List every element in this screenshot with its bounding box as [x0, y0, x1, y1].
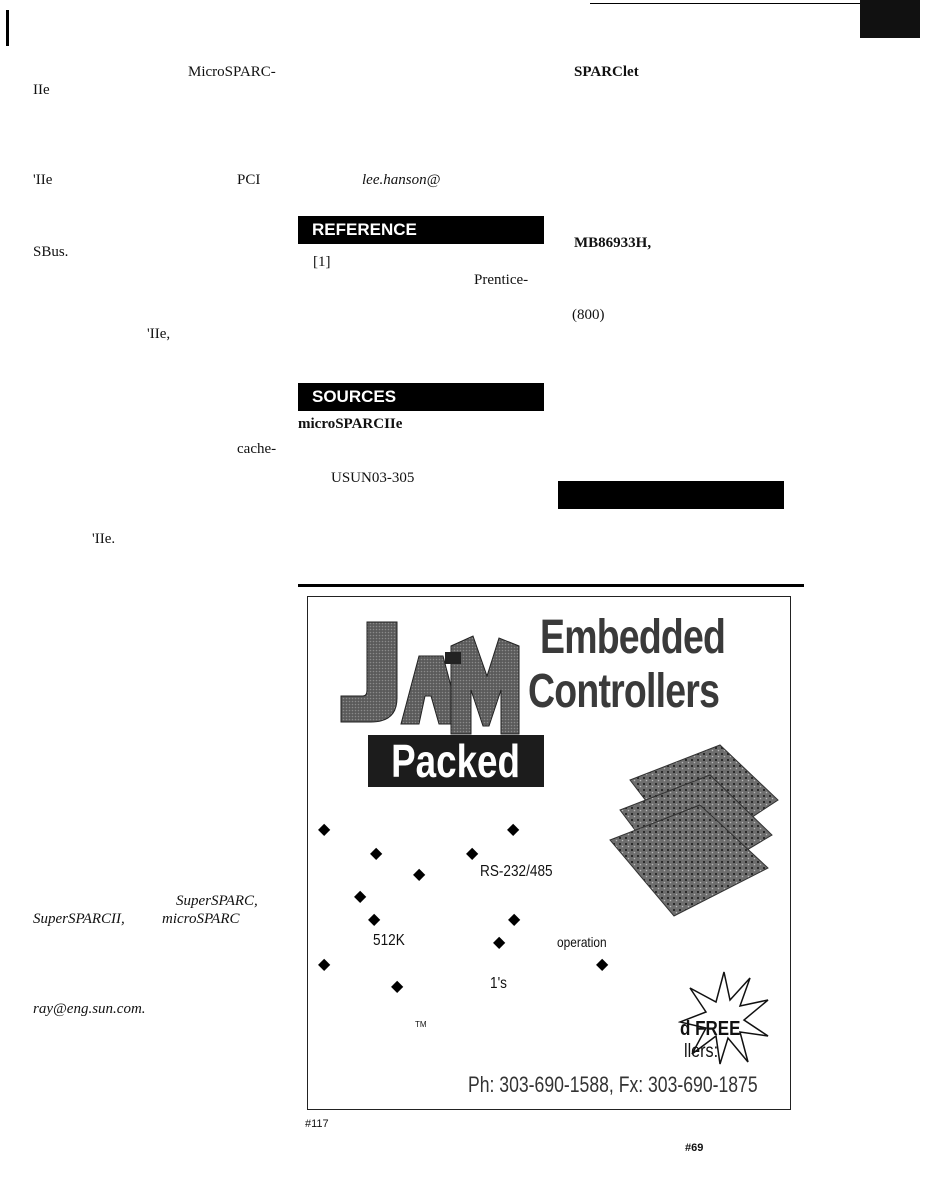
bullet-diamond-icon: ◆	[508, 909, 521, 928]
left-sbus-text: SBus.	[33, 244, 69, 260]
ad-512k-text: 512K	[373, 932, 405, 949]
sources-microsparc-text: microSPARCIIe	[298, 416, 403, 432]
ad-operation-text: operation	[557, 934, 607, 950]
bullet-diamond-icon: ◆	[493, 932, 506, 951]
footer-reader-service-left: #117	[305, 1118, 329, 1130]
top-rule	[590, 3, 860, 4]
bullet-diamond-icon: ◆	[391, 976, 404, 995]
bullet-diamond-icon: ◆	[466, 843, 479, 862]
bullet-diamond-icon: ◆	[413, 864, 426, 883]
right-mb86933h-text: MB86933H,	[574, 235, 652, 251]
ad-top-rule	[298, 584, 804, 587]
bullet-diamond-icon: ◆	[354, 886, 367, 905]
left-iie-text: IIe	[33, 82, 50, 98]
ad-rs232-text: RS-232/485	[480, 863, 553, 880]
left-iie-text-2: 'IIe	[33, 172, 53, 188]
jam-logo-graphic	[333, 616, 523, 751]
bullet-diamond-icon: ◆	[318, 819, 331, 838]
left-supersparcii-text: SuperSPARCII,	[33, 911, 125, 927]
ad-llers-text: llers:	[684, 1041, 719, 1062]
left-supersparc-text: SuperSPARC,	[176, 893, 258, 909]
left-cache-text: cache-	[237, 441, 277, 457]
right-sparclet-text: SPARClet	[574, 64, 639, 80]
ad-title-embedded: Embedded	[540, 611, 726, 664]
page-edge-bar	[6, 10, 9, 46]
bullet-diamond-icon: ◆	[507, 819, 520, 838]
ad-trademark-text: TM	[415, 1020, 427, 1029]
reference-heading: REFERENCE	[298, 216, 544, 244]
ad-phone-fax: Ph: 303-690-1588, Fx: 303-690-1875	[468, 1072, 758, 1097]
left-iie-comma-text: 'IIe,	[147, 326, 171, 342]
sources-usun-text: USUN03-305	[331, 470, 415, 486]
right-phone-prefix: (800)	[572, 307, 605, 323]
ad-title-controllers: Controllers	[528, 665, 720, 718]
left-microsparc-text: MicroSPARC-	[188, 64, 276, 80]
middle-email-text: lee.hanson@	[362, 172, 441, 188]
bullet-diamond-icon: ◆	[596, 954, 609, 973]
bullet-diamond-icon: ◆	[370, 843, 383, 862]
left-microsparc-italic-text: microSPARC	[162, 911, 240, 927]
ad-packed-text: Packed	[391, 735, 521, 787]
left-iie-period-text: 'IIe.	[92, 531, 116, 547]
sources-heading: SOURCES	[298, 383, 544, 411]
reference-number: [1]	[313, 254, 331, 270]
ad-packed-banner	[368, 735, 544, 787]
bullet-diamond-icon: ◆	[318, 954, 331, 973]
circuit-board-image	[600, 740, 790, 920]
bullet-diamond-icon: ◆	[368, 909, 381, 928]
corner-thumb-tab	[860, 0, 920, 38]
redacted-black-box	[558, 481, 784, 509]
ad-ones-text: 1's	[490, 975, 507, 992]
left-pci-text: PCI	[237, 172, 261, 188]
reference-prentice-text: Prentice-	[474, 272, 529, 288]
footer-reader-service-right: #69	[685, 1142, 704, 1154]
left-email-text: ray@eng.sun.com.	[33, 1001, 146, 1017]
ad-free-text: d FREE	[680, 1018, 741, 1040]
